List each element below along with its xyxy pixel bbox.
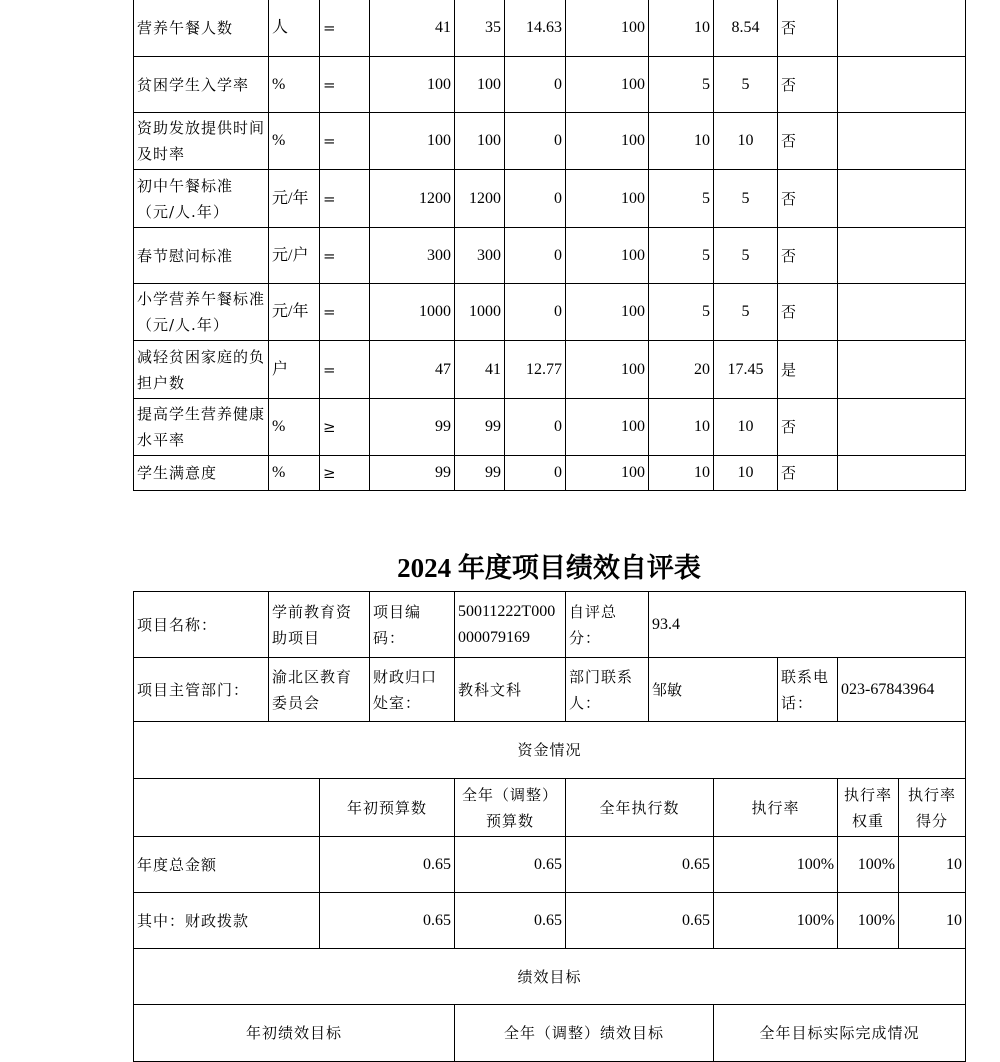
indicator-dev: 14.63 [505,0,566,57]
indicator-w1: 100 [566,456,649,491]
self-evaluation-table [133,591,966,1062]
indicator-weight: 10 [649,113,714,170]
indicator-dev: 12.77 [505,341,566,399]
indicator-dev: 0 [505,170,566,228]
indicator-op: = [320,341,370,399]
indicator-name: 初中午餐标准（元/人.年） [134,170,269,228]
indicator-row [134,284,966,341]
indicator-row [134,399,966,456]
finance-office: 教科文科 [455,658,566,722]
indicator-actual: 35 [455,0,505,57]
indicator-target: 1000 [370,284,455,341]
indicator-name: 提高学生营养健康水平率 [134,399,269,456]
contact: 邹敏 [649,658,778,722]
project-code: 50011222T000000079169 [455,592,566,658]
indicator-unit: 元/年 [269,284,320,341]
indicator-op: = [320,284,370,341]
indicator-score: 10 [714,399,778,456]
phone: 023-67843964 [838,658,966,722]
indicator-w1: 100 [566,0,649,57]
department-row [134,658,966,722]
indicator-op: ≥ [320,399,370,456]
indicator-weight: 5 [649,228,714,284]
col-header: 执行率 [714,779,838,837]
project-row [134,592,966,658]
page-title: 2024 年度项目绩效自评表 [397,553,701,583]
indicator-flag: 否 [778,456,838,491]
indicator-actual: 100 [455,57,505,113]
indicator-dev: 0 [505,113,566,170]
col-header: 全年（调整）绩效目标 [455,1005,714,1062]
indicator-score: 5 [714,57,778,113]
indicator-op: ≥ [320,456,370,491]
empty-cell [838,456,966,491]
indicator-actual: 41 [455,341,505,399]
empty-cell [838,170,966,228]
col-header: 全年（调整）预算数 [455,779,566,837]
indicator-op: = [320,228,370,284]
indicator-weight: 10 [649,0,714,57]
indicator-target: 1200 [370,170,455,228]
indicator-score: 8.54 [714,0,778,57]
goals-section-header: 绩效目标 [134,949,966,1005]
indicator-name: 减轻贫困家庭的负担户数 [134,341,269,399]
indicator-w1: 100 [566,113,649,170]
empty-cell [838,57,966,113]
indicator-actual: 100 [455,113,505,170]
indicator-unit: 元/户 [269,228,320,284]
indicator-weight: 5 [649,57,714,113]
indicator-w1: 100 [566,399,649,456]
indicator-name: 营养午餐人数 [134,0,269,57]
indicator-dev: 0 [505,456,566,491]
indicator-weight: 5 [649,170,714,228]
indicator-w1: 100 [566,341,649,399]
indicator-dev: 0 [505,228,566,284]
indicator-op: = [320,57,370,113]
indicator-name: 学生满意度 [134,456,269,491]
finance-office-label: 财政归口处室： [370,658,455,722]
indicator-score: 17.45 [714,341,778,399]
empty-cell [838,0,966,57]
project-code-label: 项目编码： [370,592,455,658]
indicator-actual: 1000 [455,284,505,341]
indicator-flag: 否 [778,57,838,113]
indicator-w1: 100 [566,57,649,113]
indicator-row [134,0,966,57]
department: 渝北区教育委员会 [269,658,370,722]
indicator-name: 资助发放提供时间及时率 [134,113,269,170]
indicator-flag: 是 [778,341,838,399]
indicator-actual: 99 [455,456,505,491]
project-name-label: 项目名称： [134,592,269,658]
department-label: 项目主管部门： [134,658,269,722]
indicator-flag: 否 [778,284,838,341]
indicator-actual: 1200 [455,170,505,228]
indicator-w1: 100 [566,170,649,228]
indicator-score: 10 [714,456,778,491]
empty-cell [838,228,966,284]
indicator-flag: 否 [778,113,838,170]
indicator-dev: 0 [505,399,566,456]
indicator-flag: 否 [778,399,838,456]
indicator-unit: % [269,456,320,491]
col-header: 全年执行数 [566,779,714,837]
indicator-unit: % [269,399,320,456]
indicator-target: 100 [370,113,455,170]
indicator-dev: 0 [505,57,566,113]
indicator-score: 5 [714,170,778,228]
funds-header-row [134,779,966,837]
indicator-target: 47 [370,341,455,399]
indicator-unit: 人 [269,0,320,57]
indicator-op: = [320,0,370,57]
indicator-row [134,456,966,491]
indicator-score: 5 [714,284,778,341]
total-score: 93.4 [649,592,966,658]
indicator-unit: 户 [269,341,320,399]
indicator-name: 小学营养午餐标准（元/人.年） [134,284,269,341]
indicator-unit: 元/年 [269,170,320,228]
indicator-target: 99 [370,399,455,456]
indicator-flag: 否 [778,228,838,284]
funds-section-header: 资金情况 [134,722,966,779]
goals-header-row [134,1005,966,1062]
col-header: 年初预算数 [320,779,455,837]
indicator-w1: 100 [566,228,649,284]
indicator-op: = [320,113,370,170]
col-header: 全年目标实际完成情况 [714,1005,966,1062]
indicator-name: 贫困学生入学率 [134,57,269,113]
indicator-target: 300 [370,228,455,284]
total-score-label: 自评总分： [566,592,649,658]
indicator-name: 春节慰问标准 [134,228,269,284]
indicator-row [134,113,966,170]
indicator-unit: % [269,57,320,113]
project-name: 学前教育资助项目 [269,592,370,658]
indicator-w1: 100 [566,284,649,341]
indicator-weight: 5 [649,284,714,341]
indicator-weight: 20 [649,341,714,399]
indicator-target: 100 [370,57,455,113]
indicator-row [134,228,966,284]
indicator-flag: 否 [778,0,838,57]
indicator-score: 5 [714,228,778,284]
indicator-unit: % [269,113,320,170]
indicator-weight: 10 [649,456,714,491]
indicator-actual: 300 [455,228,505,284]
contact-label: 部门联系人： [566,658,649,722]
col-header: 执行率得分 [899,779,966,837]
indicator-flag: 否 [778,170,838,228]
col-header: 执行率权重 [838,779,899,837]
indicator-target: 41 [370,0,455,57]
empty-cell [838,284,966,341]
empty-cell [838,341,966,399]
col-header: 年初绩效目标 [134,1005,455,1062]
indicator-actual: 99 [455,399,505,456]
indicator-target: 99 [370,456,455,491]
phone-label: 联系电话： [778,658,838,722]
empty-cell [838,113,966,170]
indicator-score: 10 [714,113,778,170]
indicator-row [134,170,966,228]
indicator-table [133,0,966,491]
indicator-dev: 0 [505,284,566,341]
funds-row: 其中：财政拨款 0.65 0.65 0.65 100% 100% 10 [134,893,966,949]
indicator-op: = [320,170,370,228]
indicator-weight: 10 [649,399,714,456]
indicator-row [134,57,966,113]
indicator-row [134,341,966,399]
empty-cell [838,399,966,456]
funds-row: 年度总金额 0.65 0.65 0.65 100% 100% 10 [134,837,966,893]
